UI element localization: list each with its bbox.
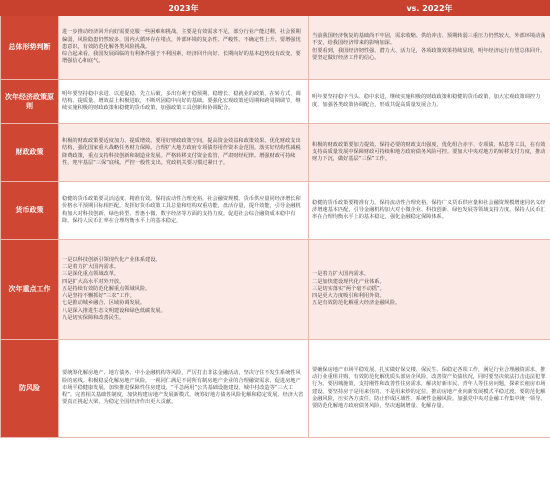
cell-text: 稳健的货币政策要精准有力。保持流动性合理充裕，保持广义货币供应量和社会融资规模增速同名义经济增速基本匹配，引导金融机构加大对小微企业、科技创新、绿色发展等领域支持力度。保持人民币汇率在合理均衡水平上的基本稳定，强化金融稳定保障体系。 <box>312 199 546 221</box>
row-label-overall-assessment: 总体形势判断 <box>1 16 59 80</box>
row-label-risk-prevention: 防风险 <box>1 340 59 438</box>
cell-text: 积极的财政政策要适度加力、提质增效。要用好财政政策空间，提高资金效益和政策效果。优化财政支出结构，强化国家重大战略任务财力保障。合理扩大地方政府专项债券用作资本金范围。落实好结构性减税降费政策，重点支持科技创新和制造业发展。严格转移支付资金监管，严肃财经纪律。增强财政可持续性，兜牢基层“三保”底线。严控一般性支出。党政机关要习惯过紧日子。 <box>62 138 301 166</box>
table-row <box>1 240 550 340</box>
row-label-key-tasks: 次年重点工作 <box>1 240 59 340</box>
cell-text: 要确保房地产市场平稳发展，扎实做好保交楼、保民生、保稳定各项工作，满足行业合理融资需求，推动行业重组并购，有效防范化解优质头部房企风险，改善资产负债状况，同时要坚决依法打击违法犯罪行为。要因城施策，支持刚性和改善性住房需求，解决好新市民、青年人等住房问题，探索长租房市场建设。要坚持房子是用来住的、不是用来炒的定位，推动房地产业向新发展模式平稳过渡。要防范化解金融风险，压实各方责任，防止形成区域性、系统性金融风险。加强党中央对金融工作集中统一领导。要防范化解地方政府债务风险，坚决遏制增量、化解存量。 <box>312 366 546 409</box>
cell-2023-risk-prevention <box>59 340 309 438</box>
table-row <box>1 182 550 240</box>
cell-text: 一是着力扩大国内需求。 二是加快建设现代化产业体系。 三是切实落实“两个毫不动摇”。 四是更大力度吸引和利用外资。 五是有效防范化解重大经济金融风险。 <box>312 271 401 307</box>
cell-2022-policy-principles <box>309 80 550 124</box>
table-row <box>1 16 550 80</box>
cell-2023-overall-assessment <box>59 16 309 80</box>
table-row <box>1 80 550 124</box>
cell-2023-policy-principles <box>59 80 309 124</box>
cell-2022-risk-prevention <box>309 340 550 438</box>
cell-text: 进一步推动经济回升向好需要克服一些困难和挑战，主要是有效需求不足，部分行业产能过剩，社会预期偏弱，风险隐患仍然较多，国内大循环存在堵点，外部环境的复杂性、严峻性、不确定性上升。要增强忧患意识，有效防范化解各类风险挑战。 综合起来看，我国发展面临的有利条件强于不利因素，经济回升向好、长期向好的基本趋势没有改变，要增强信心和底气。 <box>62 29 301 65</box>
cell-text: 一是以科技创新引领现代化产业体系建设。 二是着力扩大国内需求。 三是深化重点领域改革。 四是扩大高水平对外开放。 五是持续有效防范化解重点领域风险。 六是坚持不懈抓好“三农”工作。 七是推动城乡融合、区域协调发展。 八是深入推进生态文明建设和绿色低碳发展。 九是切实保障和改善民生。 <box>62 257 166 321</box>
cell-2022-monetary-policy <box>309 182 550 240</box>
table-row <box>1 124 550 182</box>
table-header-row <box>1 1 550 16</box>
cell-2023-key-tasks <box>59 240 309 340</box>
cell-2022-key-tasks <box>309 240 550 340</box>
row-label-fiscal-policy: 财政政策 <box>1 124 59 182</box>
table-row <box>1 340 550 438</box>
row-label-policy-principles: 次年经济政策原则 <box>1 80 59 124</box>
header-blank <box>1 1 59 16</box>
cell-2022-fiscal-policy <box>309 124 550 182</box>
row-label-monetary-policy: 货币政策 <box>1 182 59 240</box>
cell-2023-fiscal-policy <box>59 124 309 182</box>
cell-text: 明年要坚持稳字当头、稳中求进，继续实施积极的财政政策和稳健的货币政策，加大宏观政策调控力度，加强各类政策协调配合，形成共促高质量发展合力。 <box>312 94 541 108</box>
cell-2022-overall-assessment <box>309 16 550 80</box>
header-vs-2022: vs. 2022年 <box>309 1 550 16</box>
header-2023: 2023年 <box>59 1 309 16</box>
cell-text: 积极的财政政策要加力提效。保持必要的财政支出强度，优化组合赤字、专项债、贴息等工具，在有效支持高质量发展中保障财政可持续和地方政府债务风险可控。要加大中央对地方的转移支付力度，推动财力下沉，做好基层“三保”工作。 <box>312 141 546 163</box>
cell-text: 稳健的货币政策要灵活适度、精准有效。保持流动性合理充裕，社会融资规模、货币供应量同经济增长和价格水平预期目标相匹配。发挥好货币政策工具总量和结构双重功能，盘活存量，提升效能，引导金融机构加大对科技创新、绿色转型、普惠小微、数字经济等方面的支持力度。促进社会综合融资成本稳中有降。保持人民币汇率在合理均衡水平上的基本稳定。 <box>62 196 301 224</box>
cell-text: 明年要坚持稳中求进、以进促稳、先立后破，多出有利于稳预期、稳增长、稳就业的政策，在转方式、调结构、提质量、增效益上积极进取，不断巩固稳中向好的基础。要强化宏观政策逆周期和跨周期调节，继续实施积极的财政政策和稳健的货币政策，加强政策工具创新和协调配合。 <box>62 90 301 112</box>
cell-text: 要统筹化解房地产、地方债务、中小金融机构等风险，严厉打击非法金融活动，坚决守住不发生系统性风险的底线。积极稳妥化解房地产风险，一视同仁满足不同所有制房地产企业的合理融资需求，促进房地产市场平稳健康发展。加快推进保障性住房建设、“平急两用”公共基础设施建设、城中村改造等“三大工程”。完善相关基础性制度，加快构建房地产发展新模式。统筹好地方债务风险化解和稳定发展，经济大省要真正挑起大梁，为稳定全国经济作出更大贡献。 <box>62 370 304 406</box>
cell-text: 当前我国经济恢复的基础尚不牢固，需求收缩、供给冲击、预期转弱三重压力仍然较大，外部环境动荡不安，给我国经济带来的影响加深。 但要看到，我国经济韧性强、潜力大、活力足，各项政策效果持续显现，明年经济运行有望总体回升。要坚定做好经济工作的信心。 <box>312 33 546 61</box>
cell-2023-monetary-policy <box>59 182 309 240</box>
